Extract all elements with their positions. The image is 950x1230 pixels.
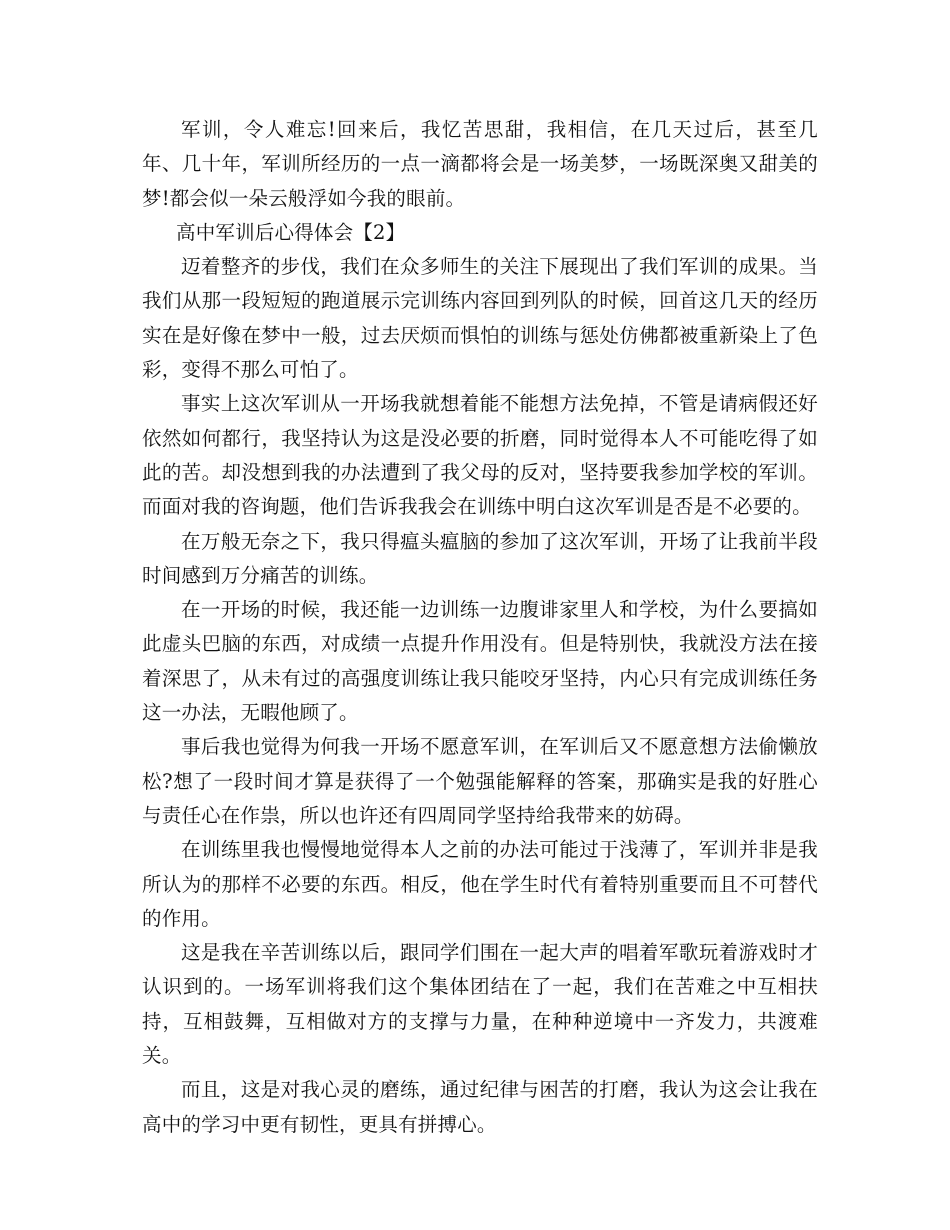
paragraph-9: 而且，这是对我心灵的磨练，通过纪律与困苦的打磨，我认为这会让我在高中的学习中更有韧性，更具有拼搏心。 <box>142 1078 818 1136</box>
paragraph-5: 在一开场的时候，我还能一边训练一边腹诽家里人和学校，为什么要搞如此虚头巴脑的东西，对成绩一点提升作用没有。但是特别快，我就没方法在接着深思了，从未有过的高强度训练让我只能咬牙坚持，内心只有完成训练任务这一办法，无暇他顾了。 <box>142 598 818 725</box>
article-body <box>142 113 818 1142</box>
paragraph-2: 迈着整齐的步伐，我们在众多师生的关注下展现出了我们军训的成果。当我们从那一段短短的跑道展示完训练内容回到列队的时候，回首这几天的经历实在是好像在梦中一般，过去厌烦而惧怕的训练与惩处仿佛都被重新染上了色彩，变得不那么可怕了。 <box>142 255 818 382</box>
paragraph-4: 在万般无奈之下，我只得瘟头瘟脑的参加了这次军训，开场了让我前半段时间感到万分痛苦的训练。 <box>142 529 818 587</box>
paragraph-3: 事实上这次军训从一开场我就想着能不能想方法免掉，不管是请病假还好依然如何都行，我坚持认为这是没必要的折磨，同时觉得本人不可能吃得了如此的苦。却没想到我的办法遭到了我父母的反对，坚持要我参加学校的军训。而面对我的咨询题，他们告诉我我会在训练中明白这次军训是否是不必要的。 <box>142 392 818 519</box>
paragraph-8: 这是我在辛苦训练以后，跟同学们围在一起大声的唱着军歌玩着游戏时才认识到的。一场军训将我们这个集体团结在了一起，我们在苦难之中互相扶持，互相鼓舞，互相做对方的支撑与力量，在种种逆境中一齐发力，共渡难关。 <box>142 941 818 1068</box>
paragraph-6: 事后我也觉得为何我一开场不愿意军训，在军训后又不愿意想方法偷懒放松?想了一段时间才算是获得了一个勉强能解释的答案，那确实是我的好胜心与责任心在作祟，所以也许还有四周同学坚持给我带来的妨碍。 <box>142 735 818 827</box>
section-heading: 高中军训后心得体会【2】 <box>176 220 406 244</box>
paragraph-7: 在训练里我也慢慢地觉得本人之前的办法可能过于浅薄了，军训并非是我所认为的那样不必要的东西。相反，他在学生时代有着特别重要而且不可替代的作用。 <box>142 838 818 930</box>
paragraph-1: 军训，令人难忘!回来后，我忆苦思甜，我相信，在几天过后，甚至几年、几十年，军训所经历的一点一滴都将会是一场美梦，一场既深奥又甜美的梦!都会似一朵云般浮如今我的眼前。 <box>142 118 818 210</box>
